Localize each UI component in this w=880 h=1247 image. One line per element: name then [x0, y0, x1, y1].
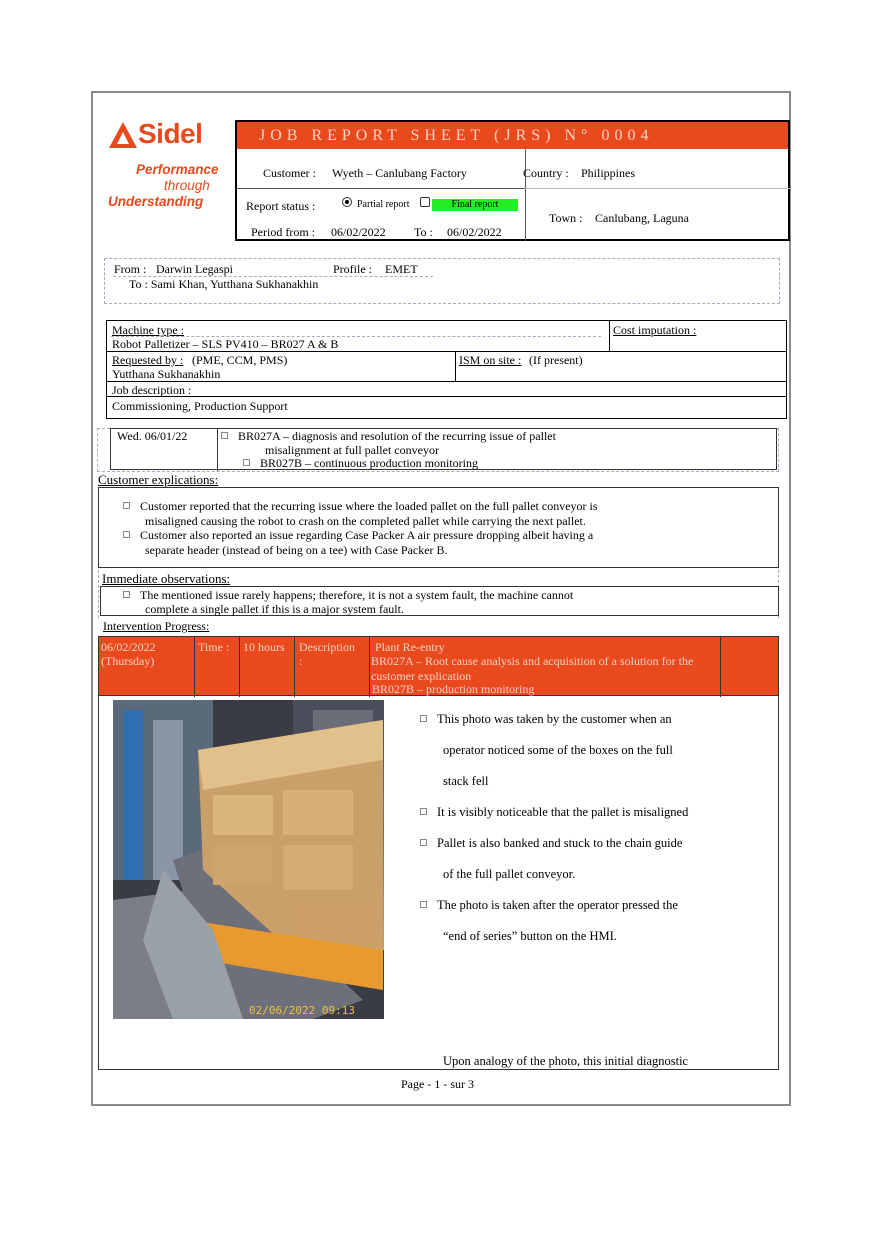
- profile-value: EMET: [385, 262, 418, 276]
- note-1-text: This photo was taken by the customer when an: [437, 712, 672, 726]
- explication-1-cont: misaligned causing the robot to crash on the completed pallet while carrying the next pallet.: [145, 514, 586, 528]
- explication-2-cont: separate header (instead of being on a tee) with Case Packer B.: [145, 543, 448, 557]
- progress-heading: Intervention Progress:: [103, 619, 210, 633]
- note-1-cont: operator noticed some of the boxes on the full: [443, 743, 673, 757]
- observations-box: [100, 586, 779, 616]
- partial-report-label: Partial report: [357, 199, 410, 210]
- pallet-photo: [113, 700, 384, 1019]
- brand-name: Sidel: [138, 118, 203, 149]
- explication-1: [123, 499, 598, 514]
- note-4-text: The photo is taken after the operator pressed the: [437, 898, 678, 912]
- schedule-row: [110, 428, 777, 470]
- schedule-item-1: [221, 429, 556, 444]
- table-divider: [455, 351, 456, 381]
- machine-type-value: Robot Palletizer – SLS PV410 – BR027 A & B: [112, 337, 339, 351]
- note-3: [420, 828, 760, 859]
- requested-by-value: Yutthana Sukhanakhin: [112, 367, 221, 381]
- checkbox-icon: [243, 459, 250, 466]
- row-divider: [720, 637, 721, 697]
- progress-day: (Thursday): [101, 654, 155, 668]
- observations-heading: Immediate observations:: [102, 571, 231, 586]
- description-1: Plant Re-entry: [375, 640, 445, 654]
- country-label: Country :: [523, 166, 569, 180]
- page-number: Page - 1 - sur 3: [401, 1077, 474, 1091]
- observation-1-text: The mentioned issue rarely happens; therefore, it is not a system fault, the machine cannot: [140, 588, 574, 602]
- note-1-cont2: stack fell: [443, 774, 489, 788]
- observation-1-cont: complete a single pallet if this is a major system fault.: [145, 602, 404, 616]
- note-2: [420, 797, 760, 828]
- report-title: JOB REPORT SHEET (JRS) N° 0004: [237, 122, 788, 149]
- description-label: Description: [299, 640, 355, 654]
- partial-report-radio[interactable]: [342, 197, 352, 207]
- period-to-label: To :: [414, 225, 433, 239]
- description-colon: :: [299, 654, 303, 668]
- pallet-photo-image: [113, 700, 384, 1019]
- progress-date: 06/02/2022: [101, 640, 156, 654]
- customer-explications-heading: Customer explications:: [98, 472, 219, 487]
- note-5: Upon analogy of the photo, this initial diagnostic: [443, 1054, 689, 1068]
- checkbox-icon: [123, 502, 130, 509]
- tagline-through: through: [164, 178, 210, 193]
- note-4: [420, 890, 760, 921]
- checkbox-icon: [420, 808, 427, 815]
- contact-block: [104, 258, 780, 304]
- checkbox-icon: [123, 591, 130, 598]
- town-label: Town :: [549, 211, 583, 225]
- note-1: [420, 704, 760, 735]
- schedule-item-1-text: BR027A – diagnosis and resolution of the recurring issue of pallet: [238, 429, 556, 443]
- period-to-value: 06/02/2022: [447, 225, 502, 239]
- description-3: customer explication: [371, 669, 472, 683]
- hours-value: 10 hours: [243, 640, 285, 654]
- sidel-logo-icon: [108, 120, 138, 152]
- from-label: From :: [114, 262, 147, 276]
- ism-suffix: (If present): [529, 353, 583, 367]
- schedule-divider: [217, 429, 218, 471]
- row-divider: [239, 637, 240, 697]
- table-divider: [609, 321, 610, 351]
- description-2: BR027A – Root cause analysis and acquisition of a solution for the: [371, 654, 694, 668]
- requested-by-suffix: (PME, CCM, PMS): [192, 353, 288, 367]
- sidel-logo: [108, 118, 228, 218]
- header-divider: [525, 149, 526, 241]
- checkbox-icon: [221, 432, 228, 439]
- checkbox-icon: [420, 901, 427, 908]
- customer-explications-box: [98, 487, 779, 568]
- observation-1: [123, 588, 573, 603]
- checkbox-icon: [420, 715, 427, 722]
- report-status-label: Report status :: [246, 199, 316, 213]
- machine-table: [106, 320, 787, 419]
- customer-label: Customer :: [263, 166, 316, 180]
- schedule-item-2: [243, 456, 478, 471]
- photo-notes: [420, 704, 760, 952]
- row-divider: [294, 637, 295, 697]
- time-label: Time :: [198, 640, 230, 654]
- description-4: BR027B – production monitoring: [372, 682, 535, 696]
- header-divider: [525, 188, 790, 189]
- table-divider: [107, 396, 786, 397]
- machine-type-label: Machine type :: [112, 323, 184, 337]
- country-value: Philippines: [581, 166, 636, 180]
- from-value: Darwin Legaspi: [156, 262, 233, 276]
- note-3-text: Pallet is also banked and stuck to the chain guide: [437, 836, 683, 850]
- checkbox-icon: [123, 531, 130, 538]
- town-value: Canlubang, Laguna: [595, 211, 689, 225]
- cost-imputation-label: Cost imputation :: [613, 323, 697, 337]
- explication-2: [123, 528, 593, 543]
- schedule-item-2-text: BR027B – continuous production monitoring: [260, 456, 478, 470]
- explication-2-text: Customer also reported an issue regarding Case Packer A air pressure dropping albeit having a: [140, 528, 594, 542]
- photo-timestamp: 02/06/2022 09:13: [249, 1004, 355, 1017]
- header-divider: [237, 188, 525, 189]
- tagline-understanding: Understanding: [108, 194, 204, 209]
- customer-value: Wyeth – Canlubang Factory: [332, 166, 467, 180]
- final-report-label: Final report: [432, 199, 518, 211]
- checkbox-icon: [420, 839, 427, 846]
- schedule-date: Wed. 06/01/22: [117, 429, 188, 443]
- tagline-performance: Performance: [136, 162, 219, 177]
- explication-1-text: Customer reported that the recurring issue where the loaded pallet on the full pallet conveyor is: [140, 499, 598, 513]
- period-from-value: 06/02/2022: [331, 225, 386, 239]
- job-description-label: Job description :: [112, 383, 192, 397]
- note-2-text: It is visibly noticeable that the pallet is misaligned: [437, 805, 689, 819]
- row-divider: [194, 637, 195, 697]
- profile-label: Profile :: [333, 262, 372, 276]
- period-from-label: Period from :: [251, 225, 315, 239]
- note-3-cont: of the full pallet conveyor.: [443, 867, 576, 881]
- ism-label: ISM on site :: [459, 353, 522, 367]
- row-divider: [369, 637, 370, 697]
- job-description-value: Commissioning, Production Support: [112, 399, 288, 413]
- note-4-cont: “end of series” button on the HMI.: [443, 929, 617, 943]
- schedule-item-1-cont: misalignment at full pallet conveyor: [265, 443, 439, 457]
- to-recipients: To : Sami Khan, Yutthana Sukhanakhin: [129, 277, 319, 291]
- final-report-radio[interactable]: [420, 197, 430, 207]
- report-header: [235, 120, 790, 241]
- requested-by-label: Requested by :: [112, 353, 184, 367]
- progress-header-row: [98, 636, 779, 696]
